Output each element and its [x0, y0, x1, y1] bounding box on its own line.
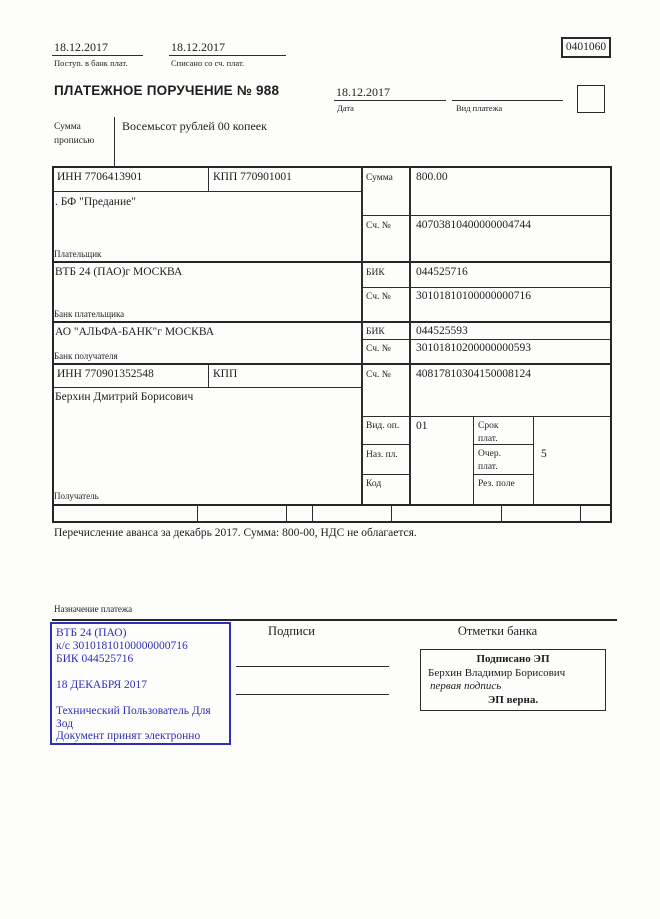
payment-kind-label: Вид платежа	[456, 103, 503, 113]
reserve-field-label: Рез. поле	[478, 479, 515, 489]
table-border	[361, 339, 612, 340]
account-label: Сч. №	[366, 370, 391, 380]
table-border	[473, 474, 533, 475]
table-border	[208, 363, 209, 388]
received-in-bank-date: 18.12.2017	[54, 40, 108, 54]
table-border	[533, 416, 534, 505]
payer-name: . БФ "Предание"	[55, 196, 136, 208]
table-border	[361, 215, 612, 216]
divider	[52, 619, 617, 621]
bik-label: БИК	[366, 327, 385, 337]
table-border	[361, 416, 612, 417]
signature-line	[236, 666, 389, 667]
payment-purpose-text: Перечисление аванса за декабрь 2017. Сумма: 800-00, НДС не облагается.	[54, 527, 417, 539]
receiver-bank-bik: 044525593	[416, 325, 468, 337]
payer-account: 40703810400000004744	[416, 219, 531, 231]
esign-valid-note: ЭП верна.	[487, 693, 539, 706]
esign-signature-kind: первая подпись	[430, 680, 502, 692]
table-border	[52, 321, 612, 323]
table-border	[52, 261, 612, 263]
form-code-box: 0401060	[561, 37, 611, 58]
table-border	[52, 363, 612, 365]
esign-title: Подписано ЭП	[476, 653, 550, 665]
due-date-label-line1: Срок	[478, 421, 499, 431]
sum-label: Сумма	[366, 173, 393, 183]
table-border	[610, 166, 612, 523]
divider	[52, 55, 143, 56]
tax-field-cell-border	[501, 505, 502, 522]
stamp-accepted-note: Документ принят электронно	[56, 730, 201, 743]
stamp-corr-account: к/с 30101810100000000716	[56, 639, 188, 652]
table-border	[361, 287, 612, 288]
payer-bank-corr-account: 30101810100000000716	[416, 290, 531, 302]
table-border	[52, 166, 54, 523]
date-label: Дата	[337, 103, 354, 113]
purpose-kind-label: Наз. пл.	[366, 450, 398, 460]
divider	[114, 117, 115, 167]
receiver-inn: ИНН 770901352548	[57, 368, 154, 380]
amount-in-words: Восемьсот рублей 00 копеек	[122, 119, 267, 133]
stamp-date: 18 ДЕКАБРЯ 2017	[56, 678, 148, 691]
tax-field-cell-border	[391, 505, 392, 522]
receiver-bank-name: АО "АЛЬФА-БАНК"г МОСКВА	[55, 326, 215, 338]
table-border	[473, 416, 474, 505]
tax-field-cell-border	[197, 505, 198, 522]
receiver-bank-label: Банк получателя	[54, 351, 118, 361]
priority-value: 5	[541, 448, 547, 460]
payer-bank-bik: 044525716	[416, 266, 468, 278]
stamp-operator: Технический Пользователь Для Зод	[56, 704, 211, 730]
stamp-spacer	[56, 692, 225, 705]
tax-field-cell-border	[312, 505, 313, 522]
table-border	[361, 474, 409, 475]
table-border	[208, 166, 209, 192]
code-label: Код	[366, 479, 382, 489]
payment-purpose-label: Назначение платежа	[54, 604, 133, 614]
signature-line	[236, 694, 389, 695]
table-border	[52, 166, 612, 168]
receiver-name: Берхин Дмитрий Борисович	[55, 391, 194, 403]
amount-words-label-line1: Сумма	[54, 122, 81, 132]
amount-words-label-line2: прописью	[54, 136, 95, 146]
payer-label: Плательщик	[54, 249, 102, 259]
stamp-bik: БИК 044525716	[56, 652, 134, 665]
signatures-heading: Подписи	[268, 624, 315, 638]
operation-kind-label: Вид. оп.	[366, 421, 400, 431]
payment-kind-box	[577, 85, 605, 113]
receiver-bank-corr-account: 30101810200000000593	[416, 342, 531, 354]
debited-label: Списано со сч. плат.	[171, 58, 245, 68]
receiver-label: Получатель	[54, 491, 99, 501]
document-title: ПЛАТЕЖНОЕ ПОРУЧЕНИЕ № 988	[54, 83, 280, 98]
esignature-stamp-box	[420, 649, 606, 711]
due-date-label-line2: плат.	[478, 433, 498, 444]
sum-value: 800.00	[416, 171, 448, 183]
receiver-account: 40817810304150008124	[416, 368, 531, 380]
operation-kind-value: 01	[416, 420, 428, 432]
payer-inn: ИНН 7706413901	[57, 171, 143, 183]
account-label: Сч. №	[366, 221, 391, 231]
table-border	[361, 166, 363, 505]
document-date: 18.12.2017	[336, 85, 390, 99]
bik-label: БИК	[366, 268, 385, 278]
tax-field-cell-border	[286, 505, 287, 522]
bank-marks-heading: Отметки банка	[457, 624, 538, 638]
stamp-spacer	[56, 666, 225, 679]
receiver-kpp: КПП	[213, 368, 238, 380]
payer-bank-label: Банк плательщика	[54, 309, 125, 319]
debited-date: 18.12.2017	[171, 40, 225, 54]
table-border	[52, 387, 361, 388]
table-border	[52, 191, 361, 192]
priority-label-line2: плат.	[478, 461, 498, 472]
table-border	[52, 504, 612, 506]
payer-kpp: КПП 770901001	[213, 171, 292, 183]
priority-label-line1: Очер.	[478, 449, 501, 459]
payer-bank-name: ВТБ 24 (ПАО)г МОСКВА	[55, 266, 183, 278]
account-label: Сч. №	[366, 344, 391, 354]
divider	[169, 55, 286, 56]
bank-acceptance-stamp	[50, 622, 231, 745]
table-border	[52, 521, 612, 523]
divider	[334, 100, 446, 101]
account-label: Сч. №	[366, 292, 391, 302]
received-in-bank-label: Поступ. в банк плат.	[54, 58, 128, 68]
divider	[452, 100, 563, 101]
tax-field-cell-border	[580, 505, 581, 522]
esign-signer-name: Берхин Владимир Борисович	[428, 666, 566, 679]
table-border	[361, 444, 409, 445]
table-border	[409, 166, 411, 505]
stamp-bank-name: ВТБ 24 (ПАО)	[56, 627, 127, 639]
